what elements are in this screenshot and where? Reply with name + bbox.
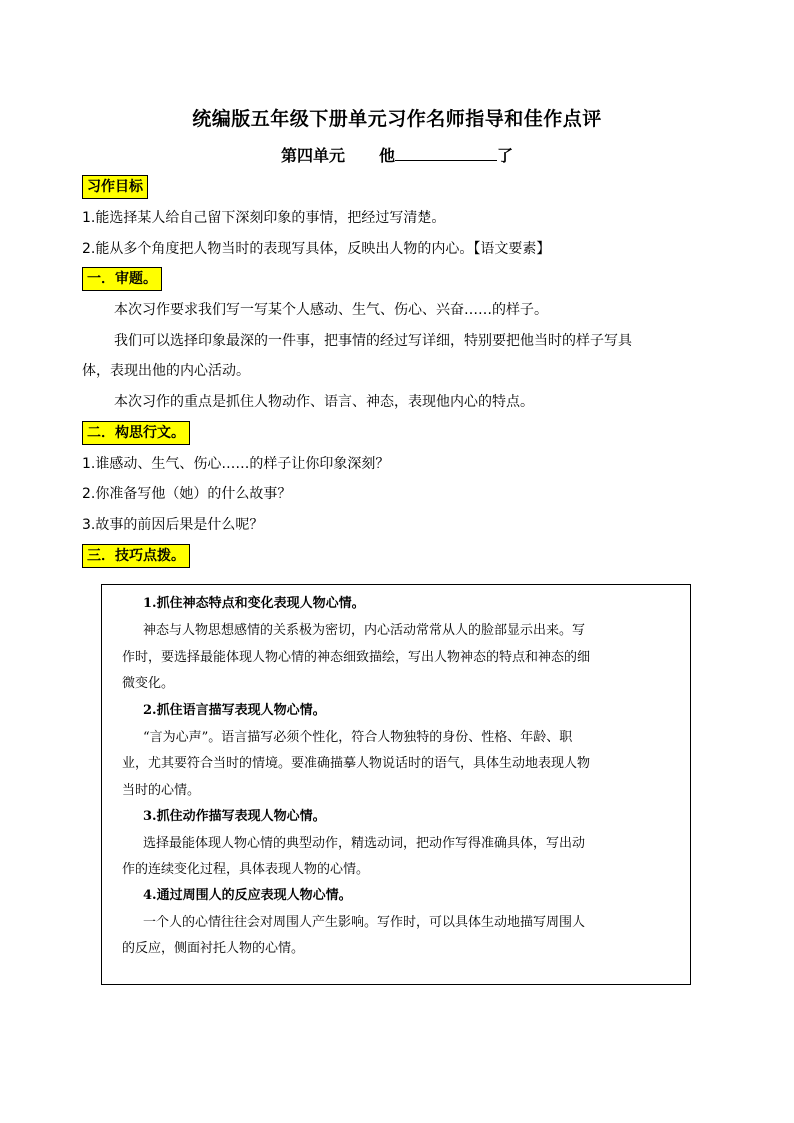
- tip-text: 选择最能体现人物心情的典型动作，精选动词，把动作写得准确具体，写出动: [143, 836, 586, 851]
- tip-heading: 1.抓住神态特点和变化表现人物心情。: [143, 596, 365, 611]
- tip-heading: 2.抓住语言描写表现人物心情。: [143, 703, 326, 718]
- topic-suffix: 了: [497, 146, 514, 165]
- tip-text: 作时，要选择最能体现人物心情的神态细致描绘，写出人物神态的特点和神态的细: [122, 650, 591, 665]
- tip-text: 业，尤其要符合当时的情境。要准确描摹人物说话时的语气，具体生动地表现人物: [122, 756, 591, 771]
- tip-text: 一个人的心情往往会对周围人产生影响。写作时，可以具体生动地描写周围人: [143, 915, 586, 930]
- section-label-goals: 习作目标: [82, 175, 148, 199]
- plan-line: 3.故事的前因后果是什么呢？: [82, 517, 264, 533]
- tip-text: 作的连续变化过程，具体表现人物的心情。: [122, 862, 370, 877]
- plan-line: 2.你准备写他（她）的什么故事？: [82, 486, 292, 502]
- review-line: 体，表现出他的内心活动。: [82, 363, 250, 379]
- page-subtitle: [0, 144, 794, 168]
- goal-line: 1.能选择某人给自己留下深刻印象的事情，把经过写清楚。: [82, 210, 446, 226]
- page-title: 统编版五年级下册单元习作名师指导和佳作点评: [192, 108, 602, 130]
- tip-heading: 3.抓住动作描写表现人物心情。: [143, 809, 326, 824]
- tip-heading: 4.通过周围人的反应表现人物心情。: [143, 888, 352, 903]
- tip-text: 当时的心情。: [122, 783, 201, 798]
- review-line: 本次习作的重点是抓住人物动作、语言、神态，表现他内心的特点。: [114, 394, 534, 410]
- plan-line: 1.谁感动、生气、伤心……的样子让你印象深刻？: [82, 456, 390, 472]
- tip-text: “言为心声”。语言描写必须个性化，符合人物独特的身份、性格、年龄、职: [143, 730, 573, 745]
- review-line: 本次习作要求我们写一写某个人感动、生气、伤心、兴奋……的样子。: [114, 302, 548, 318]
- unit-label: 第四单元: [280, 146, 345, 165]
- tip-text: 的反应，侧面衬托人物的心情。: [122, 941, 305, 956]
- goal-line: 2.能从多个角度把人物当时的表现写具体，反映出人物的内心。【语文要素】: [82, 241, 551, 257]
- tip-text: 神态与人物思想感情的关系极为密切，内心活动常常从人的脸部显示出来。写: [143, 623, 586, 638]
- review-line: 我们可以选择印象最深的一件事，把事情的经过写详细，特别要把他当时的样子写具: [114, 333, 632, 349]
- section-label-review: 一．审题。: [82, 267, 162, 291]
- topic-blank: [395, 144, 497, 161]
- topic-prefix: 他: [378, 146, 395, 165]
- tips-box: [101, 584, 691, 985]
- section-label-plan: 二．构思行文。: [82, 421, 190, 445]
- tip-text: 微变化。: [122, 676, 175, 691]
- section-label-tips: 三．技巧点拨。: [82, 544, 190, 568]
